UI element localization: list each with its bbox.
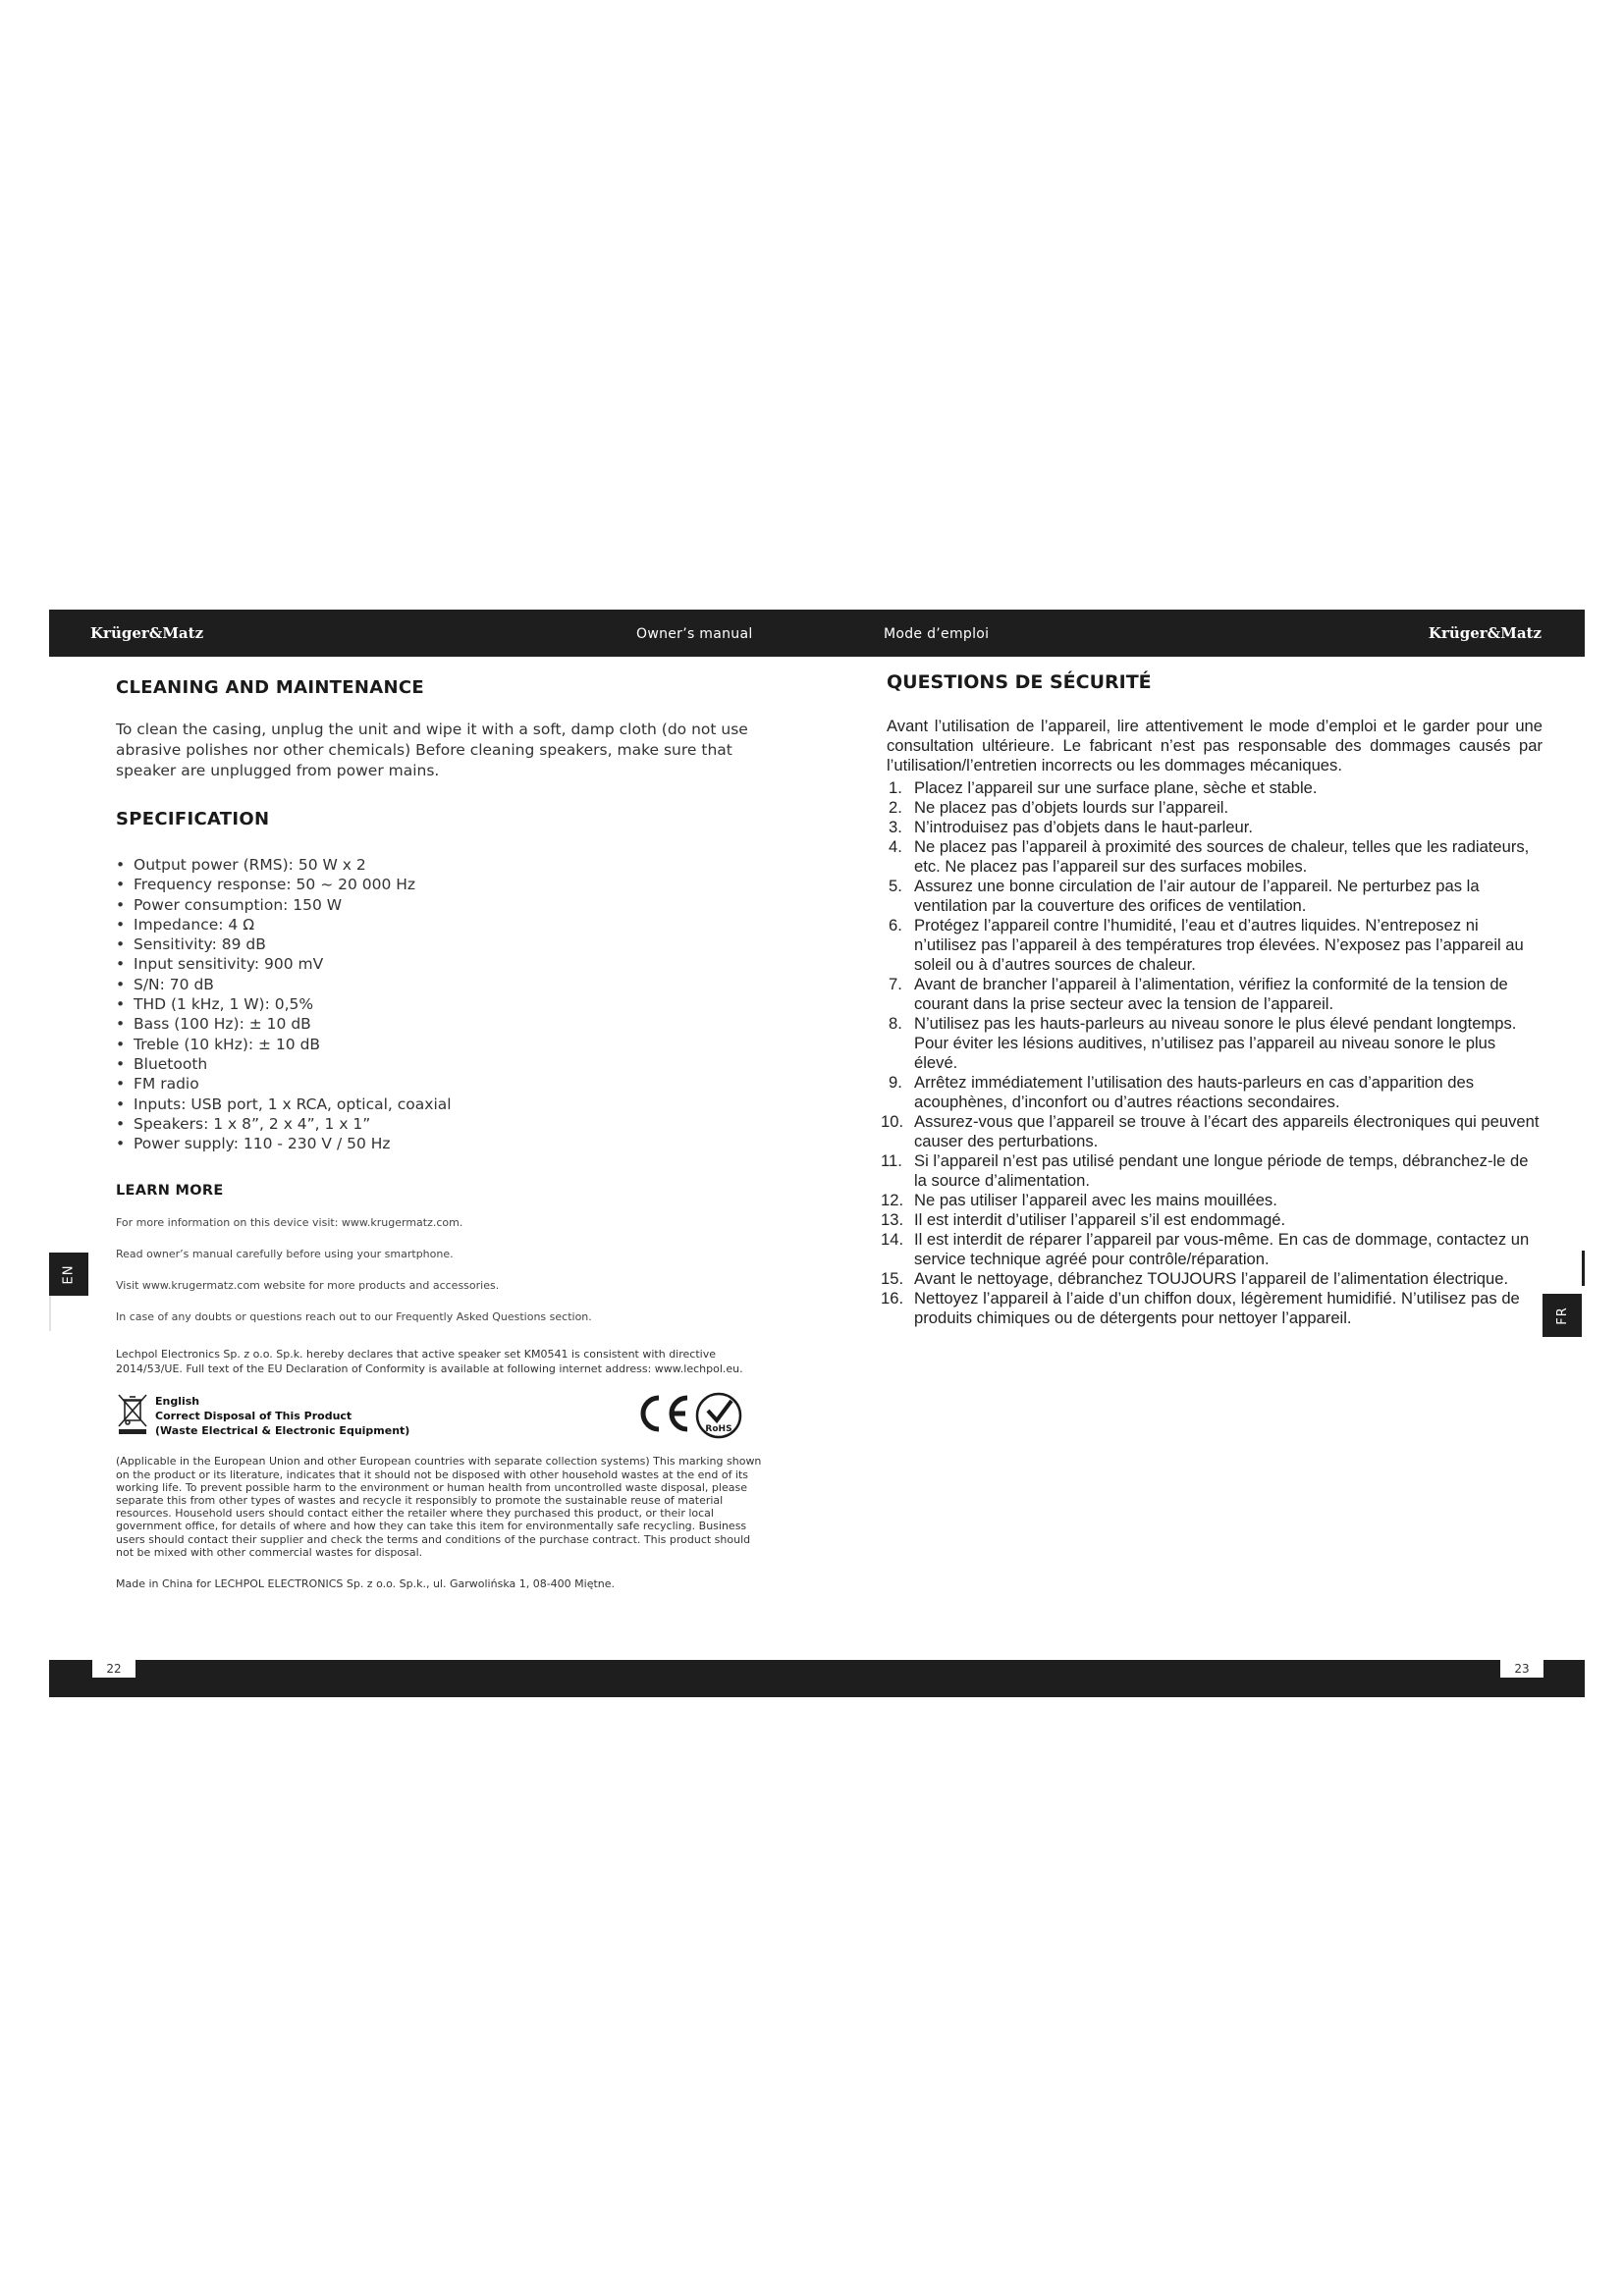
page-edge-marker-left [49,1296,51,1331]
learn-more-text-1: For more information on this device visit: www.krugermatz.com. [116,1216,463,1230]
safety-item [881,1230,1543,1269]
header-owners-manual: Owner’s manual [636,626,753,642]
brand-logo-right: Krüger&Matz [1428,624,1542,642]
safety-item [881,1289,1543,1328]
left-page-en [116,677,769,1590]
spec-item: • Inputs: USB port, 1 x RCA, optical, coaxial [116,1095,769,1114]
item-number: 6. [889,916,902,934]
item-text: N’utilisez pas les hauts-parleurs au niveau sonore le plus élevé pendant longtemps. Pour éviter les lésions auditives, n’utilisez pas l’appareil au niveau sonore le plus élevé. [914,1014,1517,1072]
spec-item: • Bluetooth [116,1054,769,1074]
safety-item [881,1151,1543,1191]
safety-item [887,916,1543,975]
spec-item: • FM radio [116,1074,769,1094]
item-number: 2. [889,798,902,817]
item-number: 7. [889,975,902,993]
ce-mark-icon [633,1392,692,1435]
page-number-left: 22 [92,1660,135,1678]
spec-item: • Power supply: 110 - 230 V / 50 Hz [116,1134,769,1153]
item-number: 15. [881,1269,904,1288]
safety-item [887,798,1543,818]
safety-list [881,778,1543,1328]
header-mode-emploi: Mode d’emploi [884,626,990,642]
safety-item [887,778,1543,798]
item-text: Placez l’appareil sur une surface plane, sèche et stable. [914,778,1318,797]
item-text: Il est interdit de réparer l’appareil par vous-même. En cas de dommage, contactez un service technique agréé pour contrôle/réparation. [914,1230,1530,1268]
spec-item: • Sensitivity: 89 dB [116,934,769,954]
item-number: 8. [889,1014,902,1033]
learn-more-heading: LEARN MORE [116,1183,224,1200]
safety-item [887,1014,1543,1073]
spec-item: • THD (1 kHz, 1 W): 0,5% [116,994,769,1014]
item-text: Ne placez pas l’appareil à proximité des sources de chaleur, telles que les radiateurs, etc. Ne placez pas l’appareil sur des surfaces mobiles. [914,837,1530,876]
spec-item: • S/N: 70 dB [116,975,769,994]
spec-item: • Power consumption: 150 W [116,895,769,915]
item-text: Arrêtez immédiatement l’utilisation des hauts-parleurs en cas d’apparition des acouphènes, d’inconfort ou d’autres réactions secondaires. [914,1073,1475,1111]
item-text: Si l’appareil n’est pas utilisé pendant une longue période de temps, débranchez-le de la source d’alimentation. [914,1151,1529,1190]
disposal-text: (Applicable in the European Union and other European countries with separate collection systems) This marking shown on the product or its literature, indicates that it should not be disposed with other household wastes at the end of its working life. To prevent possible harm to the environment or human health from uncontrolled waste disposal, please separate this from other types of wastes and recycle it responsibly to promote the sustainable reuse of material resources. Household users should contact either the retailer where they purchased this product, or their local government office, for details of where and how they can take this item for environmentally safe recycling. Business users should contact their supplier and check the terms and conditions of the purchase contract. This product should not be mixed with other commercial wastes for disposal. [116,1455,762,1559]
item-text: N’introduisez pas d’objets dans le haut-parleur. [914,818,1253,836]
spec-item: • Bass (100 Hz): ± 10 dB [116,1014,769,1034]
cleaning-text: To clean the casing, unplug the unit and wipe it with a soft, damp cloth (do not use abrasive polishes nor other chemicals) Before cleaning speakers, make sure that speaker are unplugged from power mains. [116,721,748,779]
item-number: 10. [881,1112,904,1131]
item-text: Il est interdit d’utiliser l’appareil s’il est endommagé. [914,1210,1286,1229]
right-page-fr [881,671,1543,1328]
weee-language: English [155,1395,200,1409]
specification-list [116,855,769,1153]
safety-heading: QUESTIONS DE SÉCURITÉ [887,671,1152,693]
safety-item [887,1073,1543,1112]
safety-intro: Avant l’utilisation de l’appareil, lire attentivement le mode d’emploi et le garder pour une consultation ultérieure. Le fabricant n’est pas responsable des dommages causés par l’utilisation/l’entretien incorrects ou les dommages mécaniques. [887,717,1543,774]
weee-block [116,1392,769,1439]
spec-item: • Input sensitivity: 900 mV [116,954,769,974]
item-text: Protégez l’appareil contre l’humidité, l’eau et d’autres liquides. N’entreposez ni n’utilisez pas l’appareil à des températures trop élevées. N’exposez pas l’appareil au soleil ou à d’autres sources de chaleur. [914,916,1524,974]
brand-logo-left: Krüger&Matz [90,624,204,642]
weee-heading: Correct Disposal of This Product [155,1410,352,1423]
safety-item [881,1191,1543,1210]
item-number: 1. [889,778,902,797]
spec-item: • Output power (RMS): 50 W x 2 [116,855,769,875]
language-tab-en: EN [49,1253,88,1296]
item-number: 3. [889,818,902,836]
safety-item [881,1210,1543,1230]
item-text: Assurez une bonne circulation de l’air autour de l’appareil. Ne perturbez pas la ventilation par la couverture des orifices de ventilation. [914,877,1480,915]
item-text: Assurez-vous que l’appareil se trouve à l’écart des appareils électroniques qui peuvent causer des perturbations. [914,1112,1540,1150]
spec-item: • Treble (10 kHz): ± 10 dB [116,1035,769,1054]
item-text: Avant de brancher l’appareil à l’alimentation, vérifiez la conformité de la tension de courant dans la prise secteur avec la tension de l’appareil. [914,975,1508,1013]
spec-item: • Impedance: 4 Ω [116,915,769,934]
item-text: Ne pas utiliser l’appareil avec les mains mouillées. [914,1191,1277,1209]
page-number-right: 23 [1500,1660,1543,1678]
learn-more-text-4: In case of any doubts or questions reach out to our Frequently Asked Questions section. [116,1310,592,1324]
conformity-declaration: Lechpol Electronics Sp. z o.o. Sp.k. hereby declares that active speaker set KM0541 is consistent with directive 2014/53/UE. Full text of the EU Declaration of Conformity is available at following internet address: www.lechpol.eu. [116,1348,743,1376]
weee-title [155,1394,409,1438]
safety-item [887,837,1543,877]
item-number: 9. [889,1073,902,1092]
item-text: Ne placez pas d’objets lourds sur l’appareil. [914,798,1229,817]
learn-more-text-2: Read owner’s manual carefully before using your smartphone. [116,1248,454,1261]
crossed-bin-icon [116,1392,149,1435]
specification-heading: SPECIFICATION [116,809,270,829]
item-text: Nettoyez l’appareil à l’aide d’un chiffon doux, légèrement humidifié. N’utilisez pas de produits chimiques ou de détergents pour nettoyer l’appareil. [914,1289,1520,1327]
spec-item: • Speakers: 1 x 8”, 2 x 4”, 1 x 1” [116,1114,769,1134]
cleaning-heading: CLEANING AND MAINTENANCE [116,677,424,698]
safety-item [887,818,1543,837]
item-number: 11. [881,1151,902,1170]
rohs-label: RoHS [705,1424,732,1435]
item-number: 4. [889,837,902,856]
page-edge-marker-right [1582,1251,1585,1286]
item-number: 5. [889,877,902,895]
item-number: 16. [881,1289,904,1308]
safety-item [881,1269,1543,1289]
footer-bar [49,1660,1585,1697]
safety-item [881,1112,1543,1151]
item-number: 12. [881,1191,904,1209]
header-bar [49,610,1585,657]
item-number: 13. [881,1210,904,1229]
item-number: 14. [881,1230,904,1249]
language-tab-fr: FR [1543,1294,1582,1337]
learn-more-text-3: Visit www.krugermatz.com website for more products and accessories. [116,1279,500,1293]
weee-subheading: (Waste Electrical & Electronic Equipment) [155,1424,410,1438]
spec-item: • Frequency response: 50 ~ 20 000 Hz [116,875,769,894]
safety-item [887,877,1543,916]
item-text: Avant le nettoyage, débranchez TOUJOURS l’appareil de l’alimentation électrique. [914,1269,1509,1288]
safety-item [887,975,1543,1014]
rohs-mark-icon [694,1391,743,1440]
made-in-text: Made in China for LECHPOL ELECTRONICS Sp. z o.o. Sp.k., ul. Garwolińska 1, 08-400 Miętne. [116,1577,616,1591]
